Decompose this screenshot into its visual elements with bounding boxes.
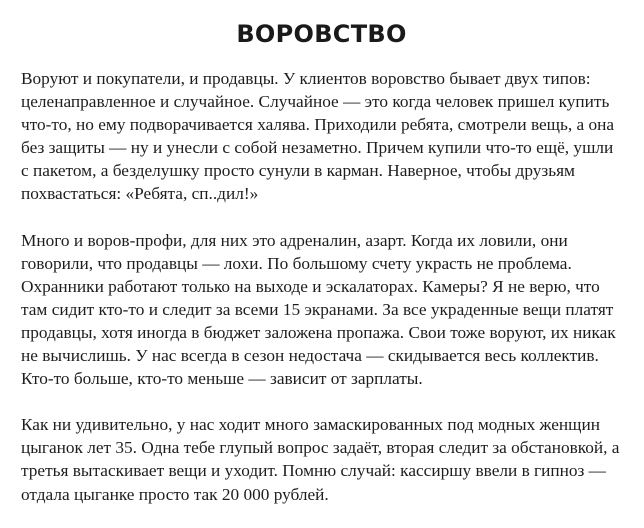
article-paragraph-2: Много и воров-профи, для них это адреналин, азарт. Когда их ловили, они говорили, что продавцы — лохи. По большому счету украсть не проблема. Охранники работают только на выходе и эскалаторах. Камеры? Я не верю, что там сидит кто-то и следит за всеми 15 экранами. За все украденные вещи платят продавцы, хотя иногда в бюджет заложена пропажа. Свои тоже воруют, их никак не вычислишь. У нас всегда в сезон недостача — скидывается весь коллектив. Кто-то больше, кто-то меньше — зависит от зарплаты. xyxy=(21,230,616,389)
article-paragraph-1: Воруют и покупатели, и продавцы. У клиентов воровство бывает двух типов: целенаправленное и случайное. Случайное — это когда человек пришел купить что-то, но ему подворачивается халява. Приходили ребята, смотрели вещь, а она без защиты — ну и унесли с собой незаметно. Причем купили что-то ещё, ушли с пакетом, а безделушку просто сунули в карман. Наверное, чтобы друзьям похвастаться: «Ребята, сп..дил!» xyxy=(21,69,615,204)
article-title: ВОРОВСТВО xyxy=(236,20,407,48)
article-paragraph-3: Как ни удивительно, у нас ходит много замаскированных под модных женщин цыганок лет 35. Одна тебе глупый вопрос задаёт, вторая следит за обстановкой, а третья вытаскивает вещи и уходит. Помню случай: кассиршу ввели в гипноз — отдала цыганке просто так 20 000 рублей. xyxy=(21,415,620,504)
